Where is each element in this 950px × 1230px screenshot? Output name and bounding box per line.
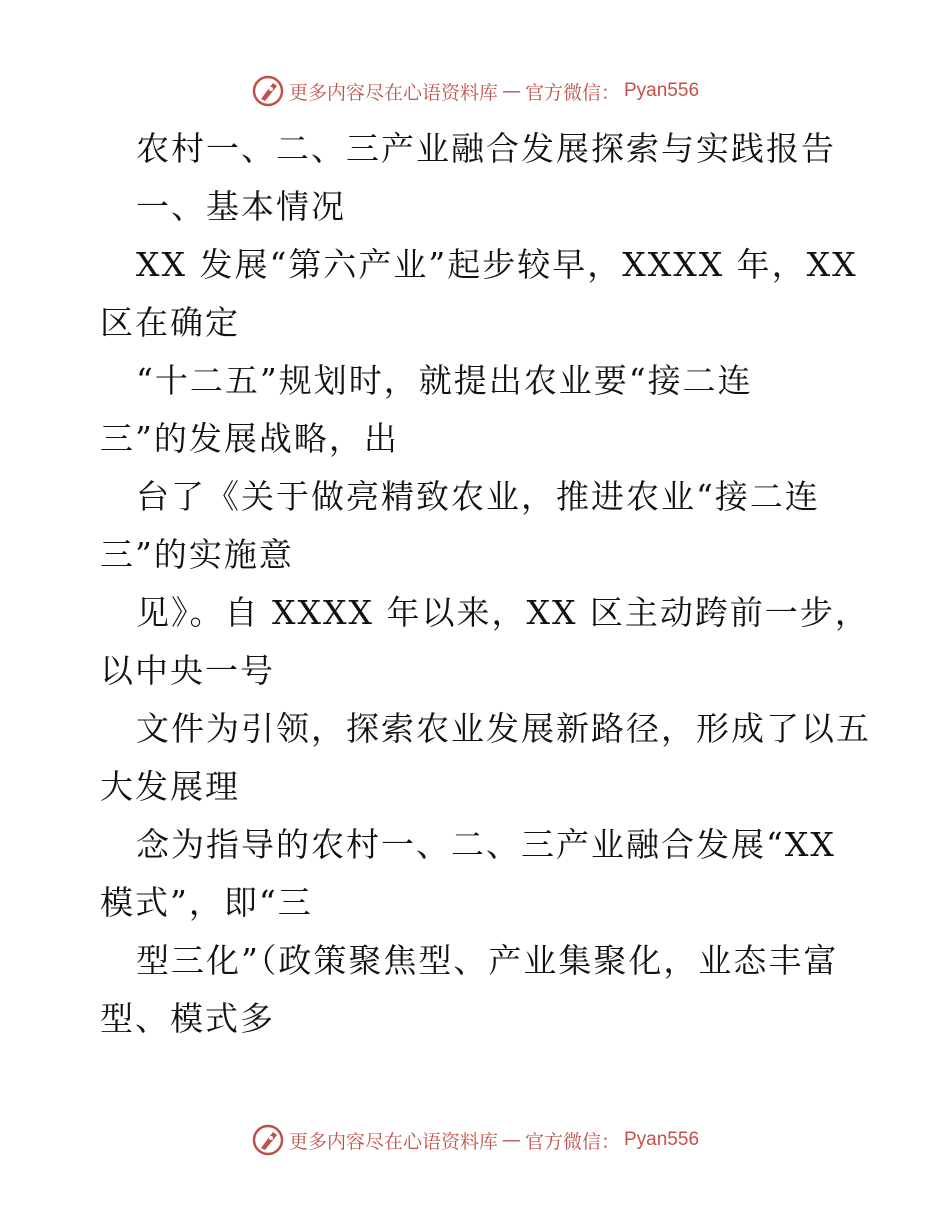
paragraph-line: 模式”，即“三 — [100, 883, 313, 922]
paragraph-line: 三”的发展战略，出 — [100, 419, 399, 458]
header-watermark — [0, 74, 950, 108]
watermark-brand-text: 更多内容尽在心语资料库 — [288, 1130, 498, 1153]
pen-nib-circle-icon — [251, 74, 285, 108]
watermark-wechat-label: 官方微信： — [524, 81, 620, 104]
paragraph-line: 型三化”（政策聚焦型、产业集聚化，业态丰富 — [136, 941, 839, 980]
watermark-wechat-label: 官方微信： — [524, 1130, 620, 1153]
pen-nib-circle-icon — [251, 1123, 285, 1157]
paragraph-line: 念为指导的农村一、二、三产业融合发展“XX — [136, 825, 836, 864]
section-heading: 一、基本情况 — [136, 187, 346, 226]
paragraph-line: XX 发展“第六产业”起步较早，XXXX 年，XX — [136, 245, 858, 284]
watermark-brand-text: 更多内容尽在心语资料库 — [288, 81, 498, 104]
document-title-line: 农村一、二、三产业融合发展探索与实践报告 — [136, 129, 836, 168]
paragraph-line: 台了《关于做亮精致农业，推进农业“接二连 — [136, 477, 820, 516]
paragraph-line: 三”的实施意 — [100, 535, 294, 574]
paragraph-line: 以中央一号 — [100, 651, 275, 690]
paragraph-line: “十二五”规划时，就提出农业要“接二连 — [136, 361, 753, 400]
paragraph-line: 型、模式多 — [100, 999, 275, 1038]
watermark-wechat-id: Pyan556 — [624, 1129, 700, 1150]
paragraph-line: 文件为引领，探索农业发展新路径，形成了以五 — [136, 709, 871, 748]
watermark-wechat-id: Pyan556 — [624, 80, 700, 101]
paragraph-line: 见》。自 XXXX 年以来，XX 区主动跨前一步， — [136, 593, 870, 632]
watermark-separator: — — [501, 1129, 521, 1151]
paragraph-line: 区在确定 — [100, 303, 240, 342]
document-body — [100, 120, 871, 1048]
paragraph-line: 大发展理 — [100, 767, 240, 806]
footer-watermark — [0, 1123, 950, 1157]
watermark-separator: — — [501, 80, 521, 102]
